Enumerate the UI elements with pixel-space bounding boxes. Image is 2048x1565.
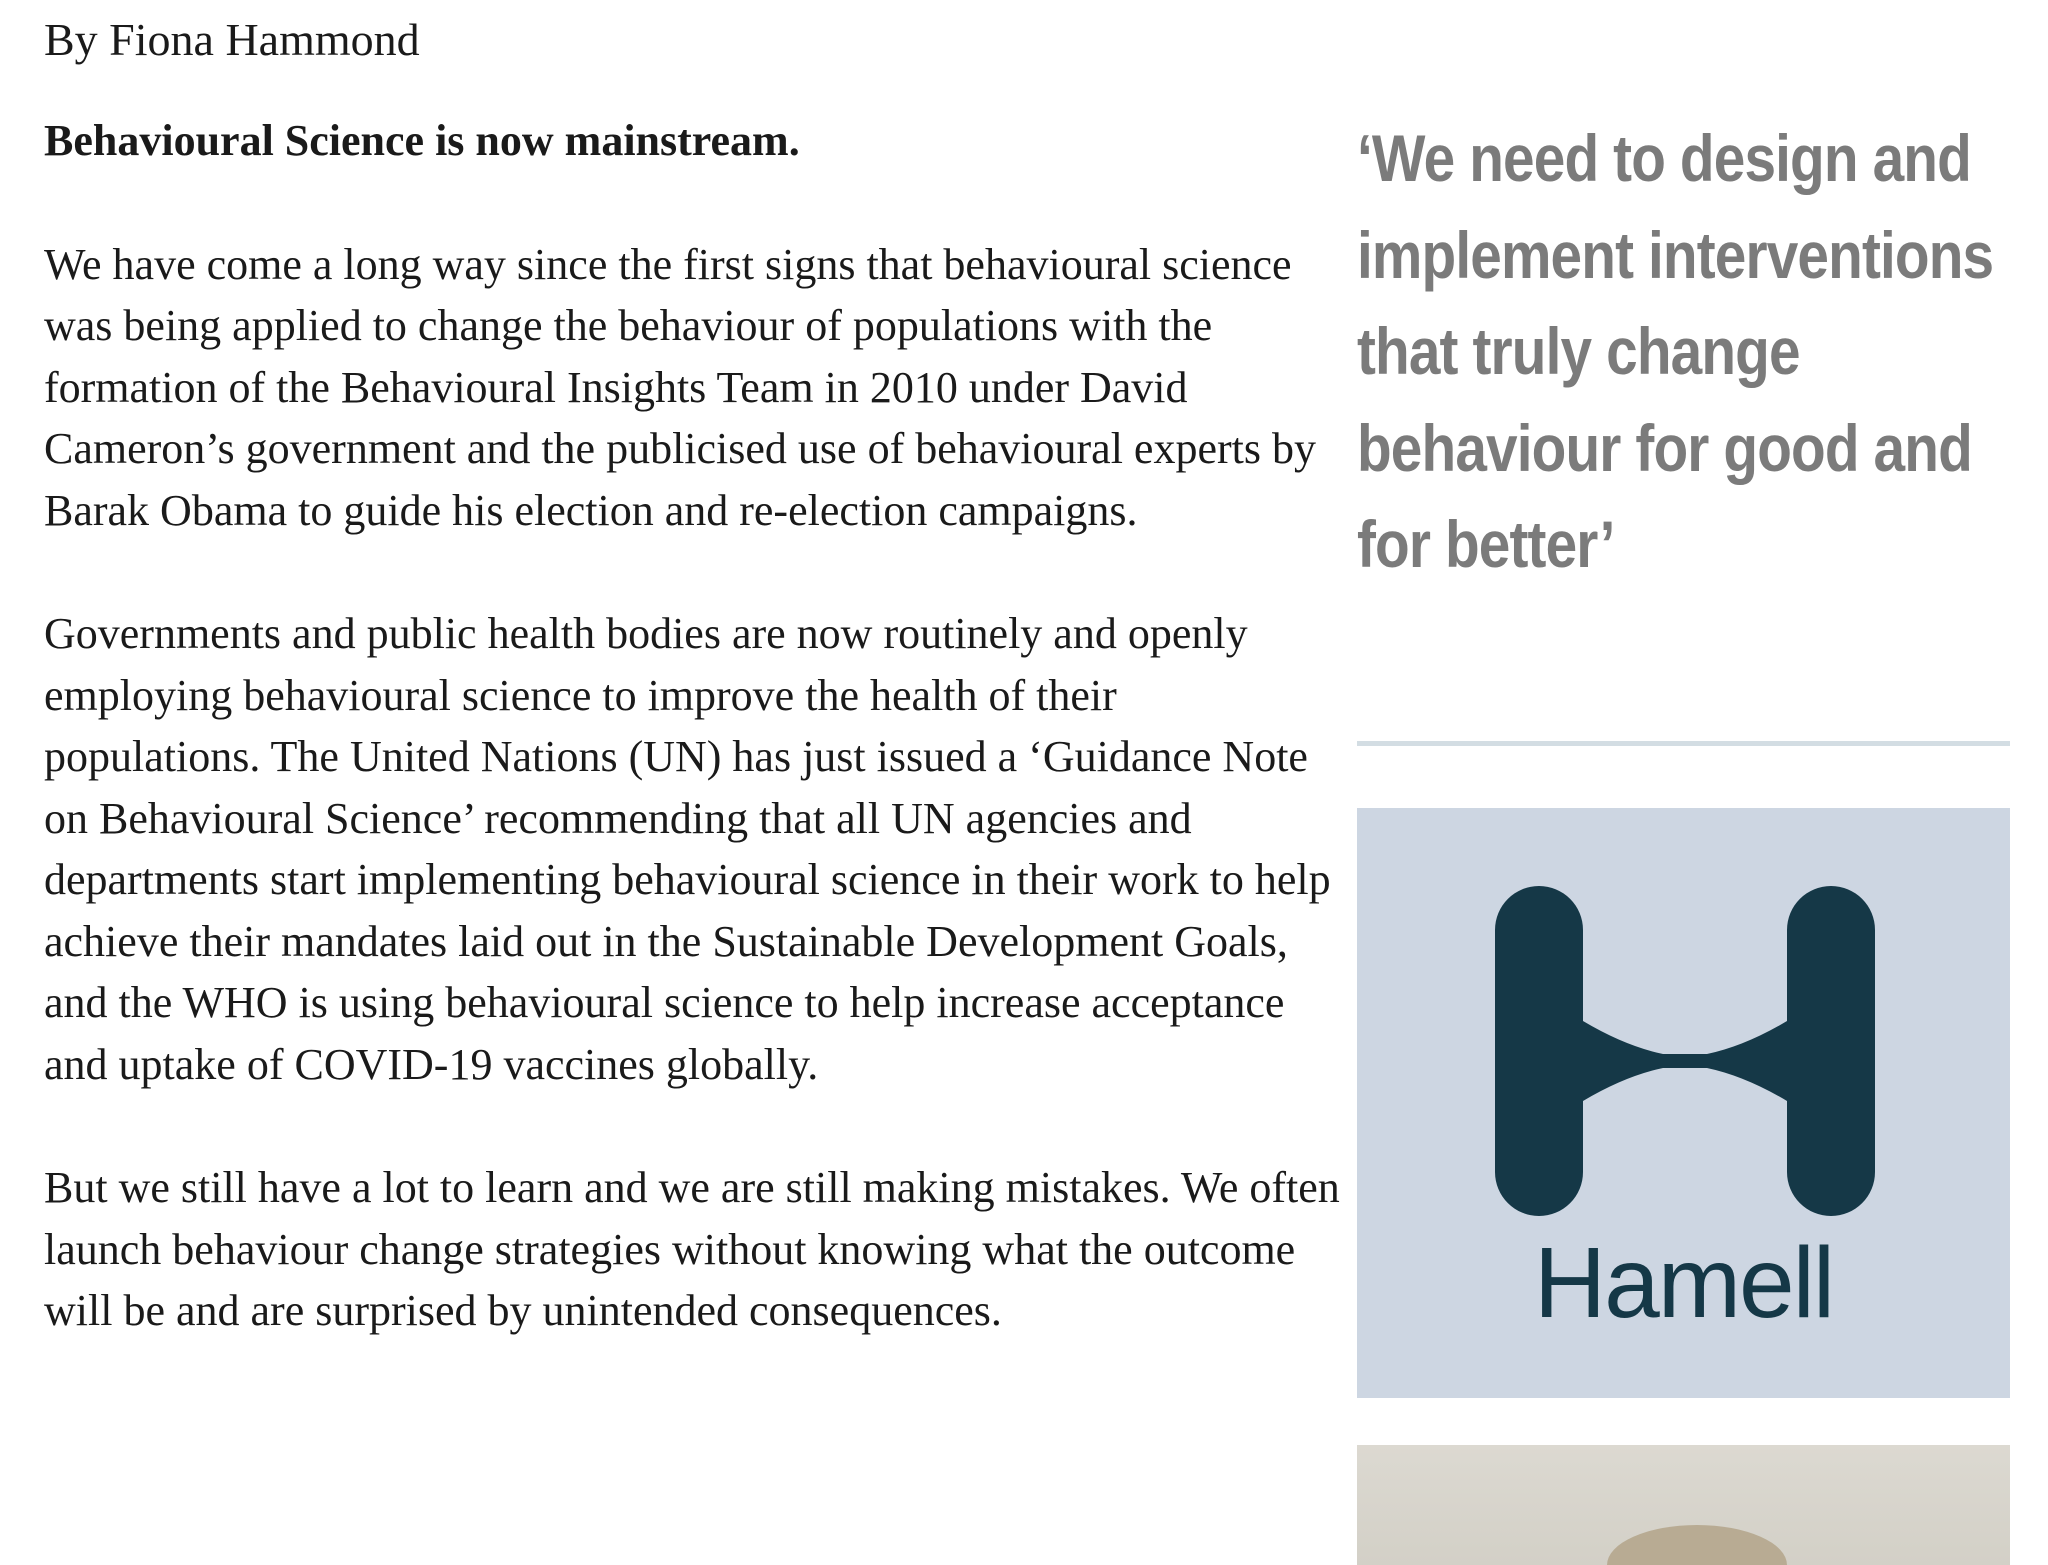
article-body — [44, 110, 1344, 1404]
sidebar-divider — [1357, 741, 2010, 746]
article-paragraph-2: Governments and public health bodies are now routinely and openly employing behavioural science to improve the health of their populations. The United Nations (UN) has just issued a ‘Guidance Note on Behavioural Science’ recommending that all UN agencies and departments start implementing behavioural science in their work to help achieve their mandates laid out in the Sustainable Development Goals, and the WHO is using behavioural science to help increase acceptance and uptake of COVID-19 vaccines globally. — [44, 609, 1331, 1089]
pull-quote: ‘We need to design and implement interventions that truly change behaviour for good and for better’ — [1357, 121, 1994, 581]
photo-subject — [1607, 1525, 1787, 1565]
sidebar — [1357, 110, 2010, 1339]
article-paragraph-3: But we still have a lot to learn and we are still making mistakes. We often launch behaviour change strategies without knowing what the outcome will be and are surprised by unintended consequences. — [44, 1163, 1340, 1335]
hamell-logo — [1357, 808, 2010, 1398]
hamell-h-logo-icon — [1495, 886, 1875, 1216]
byline: By Fiona Hammond — [44, 14, 420, 65]
photo-image — [1357, 1445, 2010, 1565]
article-lead: Behavioural Science is now mainstream. — [44, 116, 800, 165]
article-paragraph-1: We have come a long way since the first signs that behavioural science was being applied to change the behaviour of populations with the formation of the Behavioural Insights Team in 2010 under David Cameron’s government and the publicised use of behavioural experts by Barak Obama to guide his election and re-election campaigns. — [44, 239, 1316, 535]
hamell-logo-text: Hamell — [1533, 1227, 1834, 1339]
